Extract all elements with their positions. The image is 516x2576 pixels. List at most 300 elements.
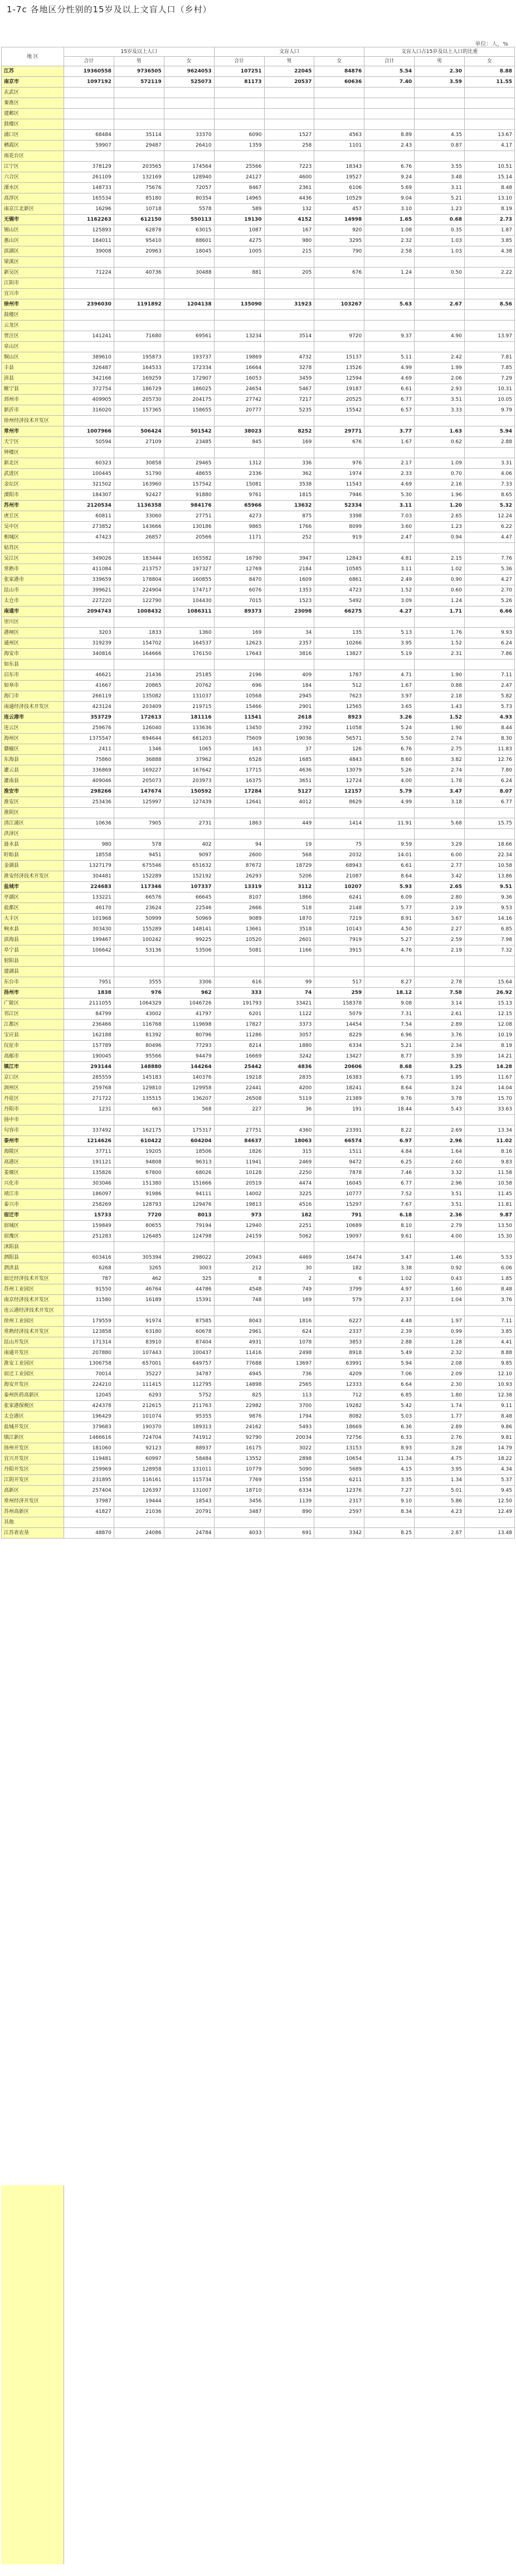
- table-cell: 3538: [264, 479, 314, 490]
- table-cell: [364, 151, 415, 162]
- table-cell: 3.09: [364, 596, 415, 607]
- table-cell: 676: [314, 268, 364, 278]
- table-cell: 148733: [64, 183, 114, 193]
- table-cell: 5.36: [465, 564, 515, 575]
- table-cell: 0.68: [415, 215, 465, 225]
- table-cell: 5578: [164, 204, 214, 215]
- table-cell: 12843: [314, 554, 364, 564]
- table-row: [2, 1507, 515, 1517]
- table-cell: [415, 956, 465, 967]
- table-cell: 18.44: [364, 1104, 415, 1115]
- table-cell: 20865: [114, 681, 164, 691]
- table-cell: 10.93: [465, 1380, 515, 1390]
- region-name: 泰州医药高新区: [2, 1390, 64, 1401]
- table-cell: 6.24: [465, 776, 515, 787]
- table-row: [2, 723, 515, 734]
- region-name: 南京市: [2, 77, 64, 88]
- table-cell: 1.64: [415, 1147, 465, 1157]
- table-cell: 3.47: [415, 787, 465, 797]
- table-cell: [314, 829, 364, 840]
- table-cell: 372754: [64, 384, 114, 395]
- table-cell: 80655: [114, 1221, 164, 1231]
- table-cell: 6.00: [415, 850, 465, 861]
- table-cell: 3.67: [415, 914, 465, 924]
- table-cell: 649757: [164, 1359, 214, 1369]
- table-cell: 8.64: [364, 1083, 415, 1094]
- table-cell: 342166: [64, 373, 114, 384]
- table-cell: 5.54: [364, 66, 415, 77]
- table-cell: 46170: [64, 903, 114, 914]
- table-cell: 135090: [214, 299, 264, 310]
- region-name: 高邮市: [2, 1051, 64, 1062]
- table-cell: 2.87: [415, 1528, 465, 1539]
- table-cell: 8470: [214, 575, 264, 585]
- table-cell: 125997: [114, 797, 164, 808]
- table-cell: 191793: [214, 998, 264, 1009]
- table-cell: 3.26: [364, 712, 415, 723]
- table-cell: 14.28: [465, 1062, 515, 1073]
- table-cell: 1.02: [364, 1274, 415, 1284]
- region-name: 连云港市: [2, 712, 64, 723]
- table-cell: 5.13: [364, 628, 415, 638]
- subheader: 合计: [214, 57, 264, 66]
- table-cell: [114, 829, 164, 840]
- table-cell: 6.77: [364, 1178, 415, 1189]
- table-cell: 5.42: [364, 1401, 415, 1411]
- table-cell: 10128: [214, 1168, 264, 1178]
- table-row: [2, 172, 515, 183]
- region-name: 扬州开发区: [2, 1443, 64, 1454]
- table-cell: 3295: [314, 236, 364, 246]
- table-cell: 3.65: [364, 702, 415, 712]
- table-cell: [364, 808, 415, 818]
- table-cell: 50969: [164, 914, 214, 924]
- table-cell: [314, 342, 364, 352]
- table-cell: 207880: [64, 1348, 114, 1359]
- region-name: 通州区: [2, 638, 64, 649]
- table-cell: 91550: [64, 1284, 114, 1295]
- table-cell: 122790: [114, 596, 164, 607]
- table-cell: 257404: [64, 1486, 114, 1496]
- table-cell: 27751: [164, 511, 214, 522]
- table-cell: 6.18: [364, 1210, 415, 1221]
- table-cell: [364, 289, 415, 299]
- table-cell: 3555: [114, 977, 164, 988]
- table-cell: 5.94: [364, 1359, 415, 1369]
- table-cell: [364, 1115, 415, 1126]
- table-cell: 3853: [314, 1337, 364, 1348]
- table-cell: [264, 543, 314, 554]
- table-cell: 663: [114, 1104, 164, 1115]
- table-cell: 25442: [214, 1062, 264, 1073]
- table-cell: 37987: [64, 1496, 114, 1507]
- table-cell: 2898: [264, 1454, 314, 1464]
- table-cell: 213757: [114, 564, 164, 575]
- table-cell: [264, 109, 314, 119]
- table-cell: 1.77: [415, 1411, 465, 1422]
- table-cell: 5081: [214, 945, 264, 956]
- table-cell: 35227: [114, 1369, 164, 1380]
- table-cell: 44786: [164, 1284, 214, 1295]
- table-cell: 4945: [214, 1369, 264, 1380]
- table-cell: 1.02: [415, 564, 465, 575]
- table-cell: 6.97: [364, 1136, 415, 1147]
- table-cell: 920: [314, 225, 364, 236]
- table-cell: 259969: [64, 1464, 114, 1475]
- region-name: 邳州市: [2, 395, 64, 405]
- table-cell: 1.52: [415, 638, 465, 649]
- table-row: [2, 109, 515, 119]
- table-cell: 2251: [264, 1221, 314, 1231]
- table-cell: 1.52: [415, 712, 465, 723]
- table-cell: 20777: [214, 405, 264, 416]
- table-cell: [164, 808, 214, 818]
- region-name: 铜山区: [2, 352, 64, 363]
- table-cell: 712: [314, 1390, 364, 1401]
- table-cell: [214, 98, 264, 109]
- table-cell: 13.97: [465, 331, 515, 342]
- table-cell: 6.33: [364, 1433, 415, 1443]
- table-cell: [264, 416, 314, 426]
- table-cell: 9761: [214, 490, 264, 501]
- table-cell: 2.88: [465, 437, 515, 448]
- table-cell: 1007966: [64, 426, 114, 437]
- table-cell: 12940: [214, 1221, 264, 1231]
- table-cell: [114, 1306, 164, 1316]
- region-column-fill: [1, 2185, 64, 2564]
- region-name: 宜兴市: [2, 289, 64, 299]
- table-cell: 171314: [64, 1337, 114, 1348]
- table-cell: 259768: [64, 1083, 114, 1094]
- table-cell: 22982: [214, 1401, 264, 1411]
- table-row: [2, 257, 515, 268]
- table-cell: [314, 1517, 364, 1528]
- region-name: 润州区: [2, 1083, 64, 1094]
- table-row: [2, 1454, 515, 1464]
- table-cell: 0.50: [415, 268, 465, 278]
- table-row: [2, 1528, 515, 1539]
- region-name: 泰兴市: [2, 1200, 64, 1210]
- table-cell: 285559: [64, 1073, 114, 1083]
- table-cell: 3.85: [465, 236, 515, 246]
- table-cell: 70014: [64, 1369, 114, 1380]
- table-cell: 10207: [314, 882, 364, 892]
- table-cell: 75609: [214, 734, 264, 744]
- table-cell: 4723: [314, 585, 364, 596]
- table-cell: [364, 659, 415, 670]
- table-cell: 84799: [64, 1009, 114, 1020]
- header-group-ratio: 文盲人口占15岁及以上人口的比重: [364, 47, 515, 57]
- table-row: [2, 1433, 515, 1443]
- table-cell: 11941: [214, 1157, 264, 1168]
- table-cell: 462: [114, 1274, 164, 1284]
- table-cell: 579: [314, 1295, 364, 1306]
- table-row: [2, 892, 515, 903]
- table-cell: [64, 278, 114, 289]
- table-cell: 0.43: [415, 1274, 465, 1284]
- table-cell: 2.06: [415, 373, 465, 384]
- table-cell: 457: [314, 204, 364, 215]
- table-cell: 6.25: [364, 1157, 415, 1168]
- table-cell: [114, 448, 164, 458]
- table-cell: 21389: [314, 1094, 364, 1104]
- table-cell: [214, 617, 264, 628]
- table-cell: 15542: [314, 405, 364, 416]
- table-cell: [415, 151, 465, 162]
- table-cell: [364, 257, 415, 268]
- table-cell: 5.24: [364, 723, 415, 734]
- table-cell: 4360: [264, 1126, 314, 1136]
- table-cell: [64, 448, 114, 458]
- table-cell: 9865: [214, 522, 264, 532]
- table-cell: 31923: [264, 299, 314, 310]
- table-cell: [314, 310, 364, 321]
- table-cell: 409046: [64, 776, 114, 787]
- table-cell: [415, 448, 465, 458]
- table-cell: 13234: [214, 331, 264, 342]
- region-name: 苏州高新区: [2, 1507, 64, 1517]
- table-cell: 3.14: [415, 998, 465, 1009]
- table-cell: 11.91: [364, 818, 415, 829]
- region-name: 锡山区: [2, 225, 64, 236]
- table-cell: 24654: [214, 384, 264, 395]
- region-name: 丹阳开发区: [2, 1464, 64, 1475]
- table-cell: 9.08: [364, 998, 415, 1009]
- table-cell: 18729: [264, 861, 314, 871]
- table-cell: 31580: [64, 1295, 114, 1306]
- table-cell: 87404: [164, 1337, 214, 1348]
- table-cell: 3915: [314, 945, 364, 956]
- table-cell: 2.93: [415, 384, 465, 395]
- table-cell: 16296: [64, 204, 114, 215]
- table-cell: [114, 659, 164, 670]
- table-cell: 1191892: [114, 299, 164, 310]
- table-cell: [314, 109, 364, 119]
- table-row: [2, 808, 515, 818]
- region-name: 张家港市: [2, 575, 64, 585]
- table-row: [2, 924, 515, 935]
- table-cell: 155289: [114, 924, 164, 935]
- table-cell: 11.55: [465, 77, 515, 88]
- table-cell: 2.34: [415, 1041, 465, 1051]
- table-cell: 169: [214, 628, 264, 638]
- table-cell: 9.45: [465, 1486, 515, 1496]
- table-cell: 33060: [114, 511, 164, 522]
- table-cell: 8.68: [364, 1062, 415, 1073]
- region-name: 常州经济开发区: [2, 1496, 64, 1507]
- table-cell: 8107: [214, 892, 264, 903]
- table-cell: 5.93: [364, 882, 415, 892]
- table-cell: 2.42: [415, 352, 465, 363]
- region-name: 南通开发区: [2, 1348, 64, 1359]
- table-cell: [465, 321, 515, 331]
- table-row: [2, 448, 515, 458]
- table-cell: 3.31: [465, 458, 515, 469]
- region-name: 京口区: [2, 1073, 64, 1083]
- table-cell: 2.58: [364, 246, 415, 257]
- table-cell: 150592: [164, 787, 214, 797]
- table-cell: [114, 1517, 164, 1528]
- table-cell: 3373: [264, 1020, 314, 1030]
- table-cell: 9.04: [364, 193, 415, 204]
- table-cell: [465, 659, 515, 670]
- table-cell: 60678: [164, 1327, 214, 1337]
- table-cell: 16053: [214, 373, 264, 384]
- table-cell: 7.11: [465, 1316, 515, 1327]
- table-cell: 5.68: [415, 818, 465, 829]
- table-cell: [164, 956, 214, 967]
- region-name: 港闸区: [2, 628, 64, 638]
- table-cell: 2120534: [64, 501, 114, 511]
- table-cell: 10718: [114, 204, 164, 215]
- table-row: [2, 98, 515, 109]
- table-row: [2, 140, 515, 151]
- table-cell: 94479: [164, 1051, 214, 1062]
- table-cell: 50999: [114, 914, 164, 924]
- table-cell: 13661: [214, 924, 264, 935]
- table-cell: 11.83: [465, 744, 515, 755]
- table-cell: 298266: [64, 787, 114, 797]
- table-cell: 6.22: [465, 522, 515, 532]
- table-cell: 131007: [164, 1486, 214, 1496]
- table-cell: 91986: [114, 1189, 164, 1200]
- table-cell: 3816: [264, 649, 314, 659]
- table-cell: [64, 109, 114, 119]
- table-cell: 12641: [214, 797, 264, 808]
- table-cell: 13.34: [465, 1126, 515, 1136]
- table-cell: 3514: [264, 331, 314, 342]
- table-cell: 51790: [114, 469, 164, 479]
- table-cell: 8.48: [465, 1411, 515, 1422]
- region-name: 启东市: [2, 670, 64, 681]
- table-cell: 8.65: [465, 490, 515, 501]
- table-cell: 4.06: [465, 469, 515, 479]
- table-cell: 140376: [164, 1073, 214, 1083]
- table-cell: 47423: [64, 532, 114, 543]
- table-row: [2, 1348, 515, 1359]
- table-cell: 984176: [164, 501, 214, 511]
- table-cell: [114, 956, 164, 967]
- table-cell: 211763: [164, 1401, 214, 1411]
- table-cell: 7.40: [364, 77, 415, 88]
- table-row: [2, 1422, 515, 1433]
- table-cell: 95566: [114, 1051, 164, 1062]
- table-cell: 15.70: [465, 1094, 515, 1104]
- table-cell: 152192: [164, 871, 214, 882]
- table-cell: [114, 119, 164, 130]
- table-cell: 6.73: [364, 1073, 415, 1083]
- table-row: [2, 1231, 515, 1242]
- table-cell: 4273: [214, 511, 264, 522]
- table-cell: [164, 278, 214, 289]
- table-cell: 13.48: [465, 1528, 515, 1539]
- table-cell: [465, 119, 515, 130]
- table-cell: 3278: [264, 363, 314, 373]
- table-row: [2, 299, 515, 310]
- table-row: [2, 628, 515, 638]
- table-cell: 53136: [114, 945, 164, 956]
- table-cell: 675546: [114, 861, 164, 871]
- table-cell: 14454: [314, 1020, 364, 1030]
- table-cell: 13526: [314, 363, 364, 373]
- table-row: [2, 1327, 515, 1337]
- table-cell: 100437: [164, 1348, 214, 1359]
- table-cell: 2.47: [465, 681, 515, 691]
- table-cell: 2148: [314, 903, 364, 914]
- table-cell: 204175: [164, 395, 214, 405]
- table-cell: 12.10: [465, 1369, 515, 1380]
- table-cell: 116768: [114, 1020, 164, 1030]
- table-cell: 117346: [114, 882, 164, 892]
- table-cell: 29771: [314, 426, 364, 437]
- region-name: 惠山区: [2, 236, 64, 246]
- table-cell: 6076: [214, 585, 264, 596]
- table-cell: 14.01: [364, 850, 415, 861]
- table-cell: 9.93: [465, 628, 515, 638]
- table-cell: 123858: [64, 1327, 114, 1337]
- table-cell: 74: [264, 988, 314, 998]
- table-cell: 449: [264, 818, 314, 829]
- table-cell: 1214626: [64, 1136, 114, 1147]
- table-cell: 321502: [64, 479, 114, 490]
- table-cell: 319239: [64, 638, 114, 649]
- table-cell: 3306: [164, 977, 214, 988]
- table-cell: 3.11: [364, 501, 415, 511]
- table-cell: 5.82: [465, 691, 515, 702]
- table-cell: 11.58: [465, 1168, 515, 1178]
- table-cell: 0.35: [415, 225, 465, 236]
- region-name: 苏州工业园区: [2, 1284, 64, 1295]
- table-cell: 657001: [114, 1359, 164, 1369]
- region-name: 丹阳市: [2, 1104, 64, 1115]
- table-cell: 6.76: [364, 744, 415, 755]
- table-cell: 1204138: [164, 299, 214, 310]
- table-cell: 550113: [164, 215, 214, 225]
- table-row: [2, 289, 515, 299]
- table-cell: 4.38: [465, 246, 515, 257]
- table-cell: [314, 543, 364, 554]
- table-cell: 3700: [264, 1401, 314, 1411]
- region-name: 响水县: [2, 924, 64, 935]
- table-cell: [64, 617, 114, 628]
- table-cell: 4.76: [364, 945, 415, 956]
- table-cell: 48655: [164, 469, 214, 479]
- table-cell: 186729: [114, 384, 164, 395]
- table-cell: 4.93: [465, 712, 515, 723]
- table-cell: [364, 543, 415, 554]
- table-cell: 81392: [114, 1030, 164, 1041]
- region-name: 灌南县: [2, 776, 64, 787]
- region-name: 梁溪区: [2, 257, 64, 268]
- table-row: [2, 1390, 515, 1401]
- table-cell: 12769: [214, 564, 264, 575]
- table-cell: 2.32: [415, 1348, 465, 1359]
- table-cell: 2565: [264, 1380, 314, 1390]
- table-cell: 18506: [164, 1147, 214, 1157]
- table-cell: [114, 543, 164, 554]
- table-cell: 12.15: [465, 1009, 515, 1020]
- table-cell: 126: [314, 744, 364, 755]
- table-cell: 18.22: [465, 1454, 515, 1464]
- table-cell: 175317: [164, 1126, 214, 1136]
- table-row: [2, 1073, 515, 1083]
- region-name: 连云港经济技术开发区: [2, 1306, 64, 1316]
- table-cell: 1306758: [64, 1359, 114, 1369]
- table-cell: 1122: [264, 1009, 314, 1020]
- table-cell: 8.27: [364, 977, 415, 988]
- table-cell: [465, 289, 515, 299]
- table-cell: 132: [264, 204, 314, 215]
